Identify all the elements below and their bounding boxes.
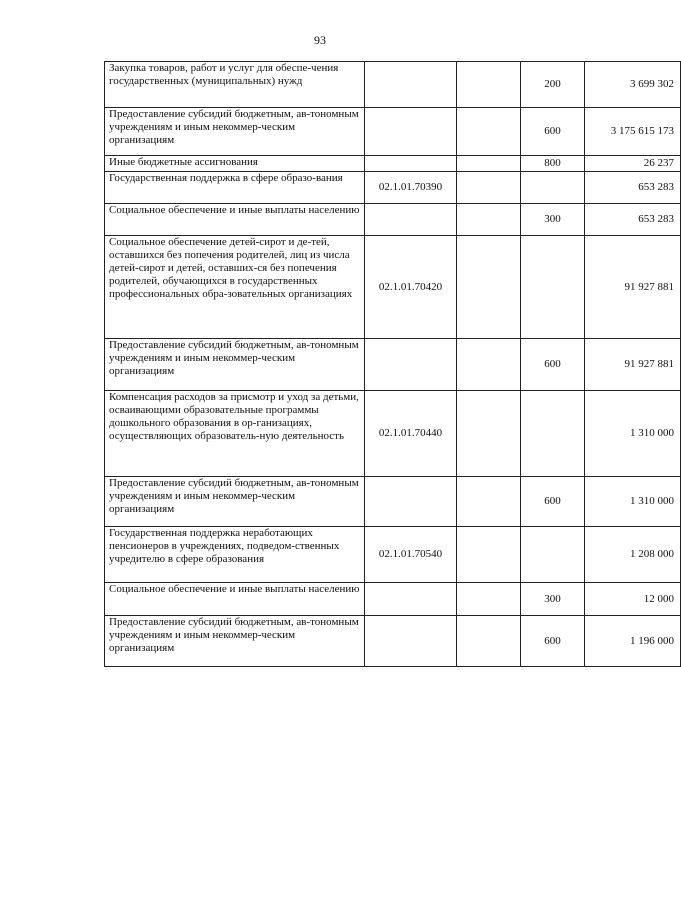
target-code-cell: 02.1.01.70390 [365,172,457,204]
amount-cell: 12 000 [585,583,681,616]
expense-type-cell: 600 [521,339,585,391]
budget-table-body [105,62,681,667]
table-row [105,527,681,583]
target-code-cell [365,339,457,391]
expense-name-cell: Социальное обеспечение и иные выплаты населению [105,583,365,616]
expense-name-cell: Предоставление субсидий бюджетным, ав-тономным учреждениям и иным некоммер-ческим организациям [105,339,365,391]
empty-cell [457,156,521,172]
empty-cell [457,391,521,477]
empty-cell [457,616,521,667]
target-code-cell [365,583,457,616]
amount-cell: 1 208 000 [585,527,681,583]
amount-cell: 26 237 [585,156,681,172]
empty-cell [457,204,521,236]
empty-cell [457,236,521,339]
amount-cell: 653 283 [585,204,681,236]
amount-cell: 3 175 615 173 [585,108,681,156]
expense-type-cell: 300 [521,583,585,616]
empty-cell [457,477,521,527]
empty-cell [457,108,521,156]
page-number: 93 [314,33,326,47]
target-code-cell: 02.1.01.70440 [365,391,457,477]
table-row [105,391,681,477]
expense-type-cell [521,236,585,339]
target-code-cell [365,477,457,527]
amount-cell: 653 283 [585,172,681,204]
table-row [105,172,681,204]
amount-cell: 1 196 000 [585,616,681,667]
target-code-cell [365,108,457,156]
expense-type-cell [521,391,585,477]
target-code-cell: 02.1.01.70420 [365,236,457,339]
expense-name-cell: Компенсация расходов за присмотр и уход за детьми, осваивающими образовательные программы дошкольного образования в ор-ганизациях, осуществляющих образователь-ную деятельность [105,391,365,477]
expense-name-cell: Социальное обеспечение и иные выплаты населению [105,204,365,236]
empty-cell [457,172,521,204]
amount-cell: 91 927 881 [585,236,681,339]
table-row [105,583,681,616]
expense-type-cell: 800 [521,156,585,172]
table-row [105,156,681,172]
expense-name-cell: Государственная поддержка неработающих пенсионеров в учреждениях, подведом-ственных учредителю в сфере образования [105,527,365,583]
table-row [105,339,681,391]
expense-type-cell: 200 [521,62,585,108]
expense-name-cell: Иные бюджетные ассигнования [105,156,365,172]
target-code-cell [365,62,457,108]
target-code-cell [365,204,457,236]
expense-type-cell [521,172,585,204]
amount-cell: 3 699 302 [585,62,681,108]
amount-cell: 91 927 881 [585,339,681,391]
expense-name-cell: Предоставление субсидий бюджетным, ав-тономным учреждениям и иным некоммер-ческим организациям [105,477,365,527]
expense-name-cell: Закупка товаров, работ и услуг для обеспе-чения государственных (муниципальных) нужд [105,62,365,108]
expense-name-cell: Предоставление субсидий бюджетным, ав-тономным учреждениям и иным некоммер-ческим организациям [105,616,365,667]
expense-type-cell: 600 [521,616,585,667]
expense-type-cell: 600 [521,108,585,156]
target-code-cell [365,616,457,667]
empty-cell [457,339,521,391]
budget-table [104,61,681,667]
empty-cell [457,527,521,583]
table-row [105,477,681,527]
table-row [105,236,681,339]
target-code-cell [365,156,457,172]
expense-name-cell: Социальное обеспечение детей-сирот и де-тей, оставшихся без попечения родителей, лиц из числа детей-сирот и детей, оставших-ся без попечения родителей, обучающихся в государственных профессиональных обра-зовательных организациях [105,236,365,339]
table-row [105,616,681,667]
target-code-cell: 02.1.01.70540 [365,527,457,583]
expense-type-cell: 600 [521,477,585,527]
table-row [105,62,681,108]
table-row [105,204,681,236]
expense-type-cell: 300 [521,204,585,236]
empty-cell [457,583,521,616]
table-row [105,108,681,156]
expense-name-cell: Государственная поддержка в сфере образо-вания [105,172,365,204]
expense-name-cell: Предоставление субсидий бюджетным, ав-тономным учреждениям и иным некоммер-ческим организациям [105,108,365,156]
empty-cell [457,62,521,108]
amount-cell: 1 310 000 [585,477,681,527]
amount-cell: 1 310 000 [585,391,681,477]
expense-type-cell [521,527,585,583]
